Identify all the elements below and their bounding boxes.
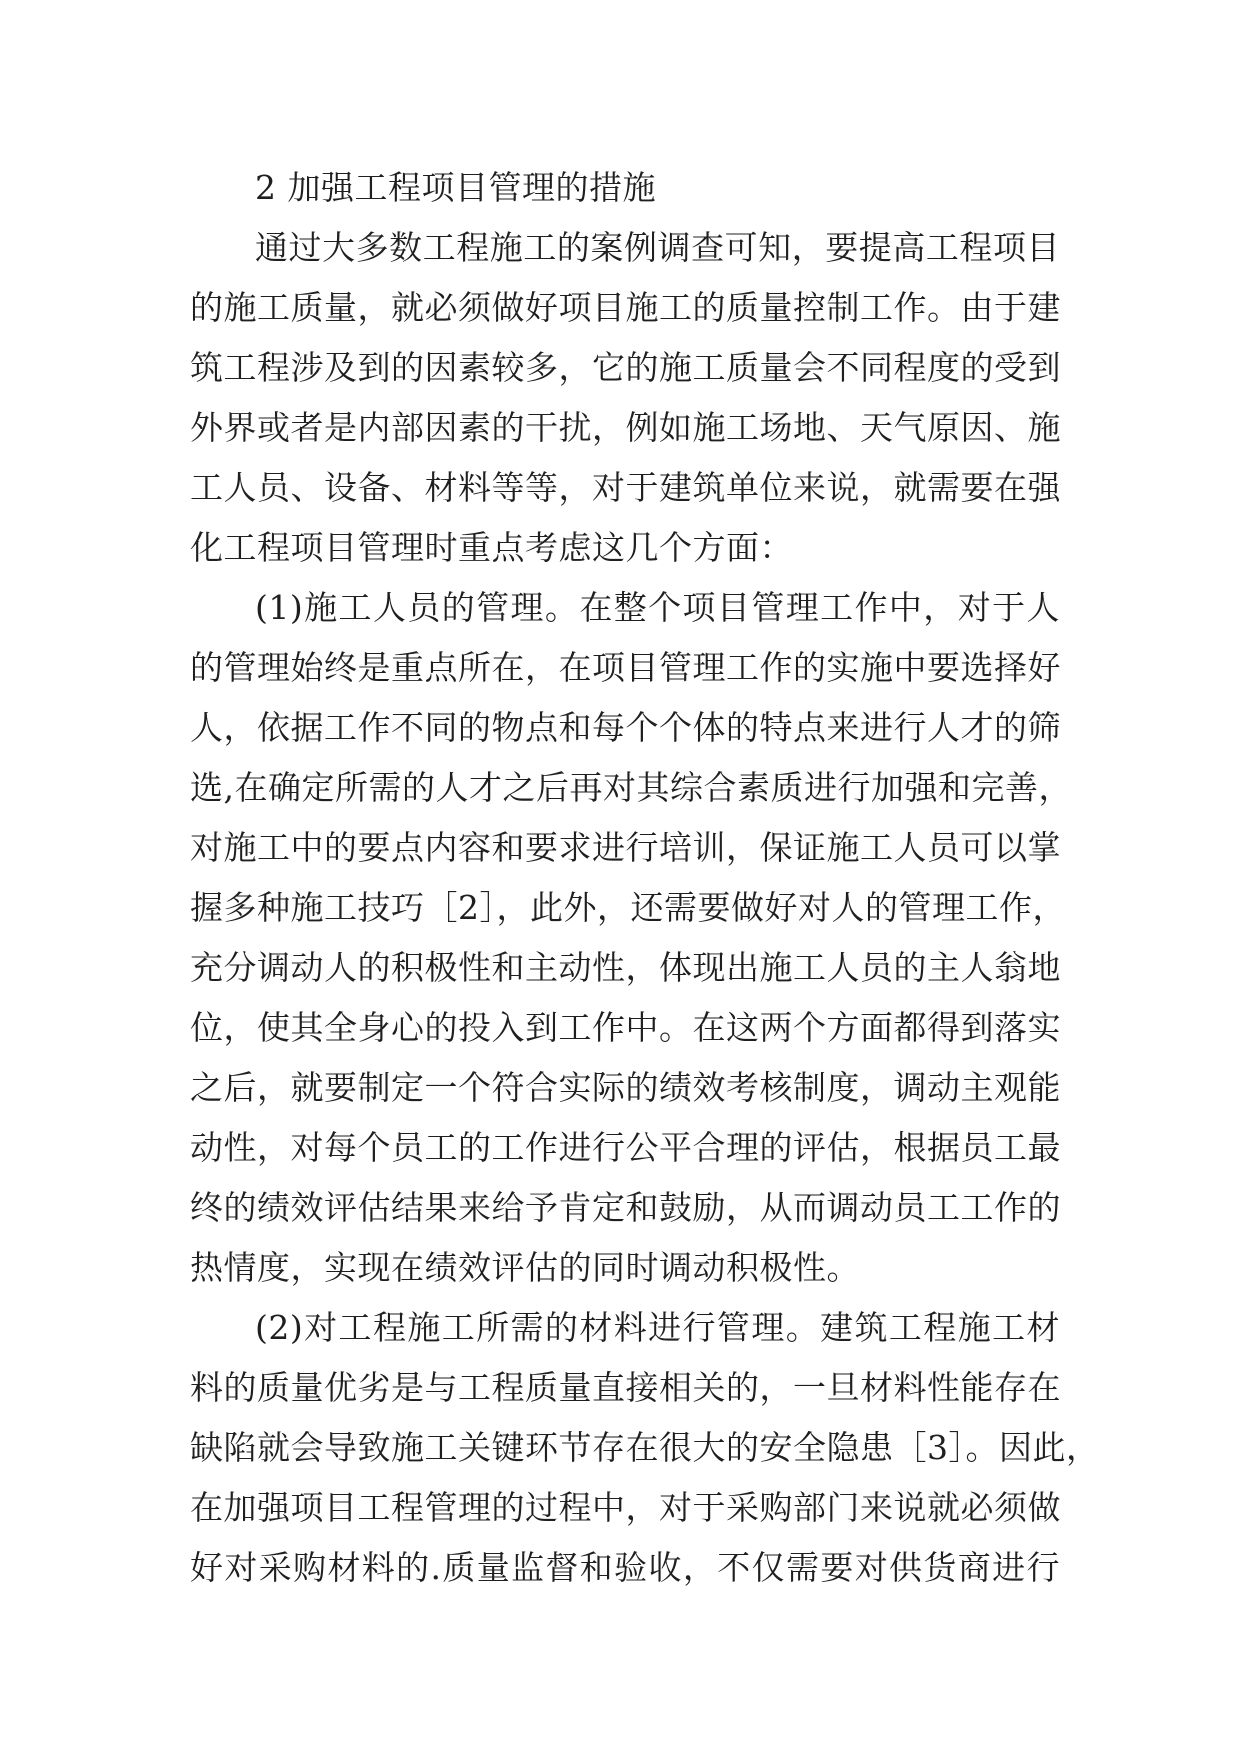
paragraph-line: 好对采购材料的.质量监督和验收，不仅需要对供货商进行 [190,1548,1060,1587]
paragraph-line: 的管理始终是重点所在，在项目管理工作的实施中要选择好 [190,648,1061,687]
paragraph-line: 缺陷就会导致施工关键环节存在很大的安全隐患［3］。因此， [190,1428,1100,1467]
paragraph-line: 工人员、设备、材料等等，对于建筑单位来说，就需要在强 [190,468,1061,507]
paragraph-line: 人，依据工作不同的物点和每个个体的特点来进行人才的筛 [190,708,1061,747]
paragraph-line: (2)对工程施工所需的材料进行管理。建筑工程施工材 [255,1308,1060,1347]
paragraph-line: 对施工中的要点内容和要求进行培训，保证施工人员可以掌 [190,828,1061,867]
paragraph-line: 充分调动人的积极性和主动性，体现出施工人员的主人翁地 [190,948,1061,987]
paragraph-line: 终的绩效评估结果来给予肯定和鼓励，从而调动员工工作的 [190,1188,1061,1227]
paragraph-line: 握多种施工技巧［2］，此外，还需要做好对人的管理工作， [190,888,1066,927]
paragraph-line: 筑工程涉及到的因素较多，它的施工质量会不同程度的受到 [190,348,1061,387]
paragraph-line: 热情度，实现在绩效评估的同时调动积极性。 [190,1248,860,1287]
paragraph-line: 动性，对每个员工的工作进行公平合理的评估，根据员工最 [190,1128,1061,1167]
paragraph-line: 在加强项目工程管理的过程中，对于采购部门来说就必须做 [190,1488,1061,1527]
paragraph-line: 之后，就要制定一个符合实际的绩效考核制度，调动主观能 [190,1068,1061,1107]
paragraph-line: 选,在确定所需的人才之后再对其综合素质进行加强和完善， [190,768,1072,807]
paragraph-line: 通过大多数工程施工的案例调查可知，要提高工程项目 [255,228,1060,267]
paragraph-line: 的施工质量，就必须做好项目施工的质量控制工作。由于建 [190,288,1061,327]
paragraph-line: 外界或者是内部因素的干扰，例如施工场地、天气原因、施 [190,408,1061,447]
section-heading: 2 加强工程项目管理的措施 [255,168,656,207]
paragraph-line: (1)施工人员的管理。在整个项目管理工作中，对于人 [255,588,1060,627]
paragraph-line: 料的质量优劣是与工程质量直接相关的，一旦材料性能存在 [190,1368,1061,1407]
paragraph-line: 化工程项目管理时重点考虑这几个方面： [190,528,793,567]
paragraph-line: 位，使其全身心的投入到工作中。在这两个方面都得到落实 [190,1008,1061,1047]
